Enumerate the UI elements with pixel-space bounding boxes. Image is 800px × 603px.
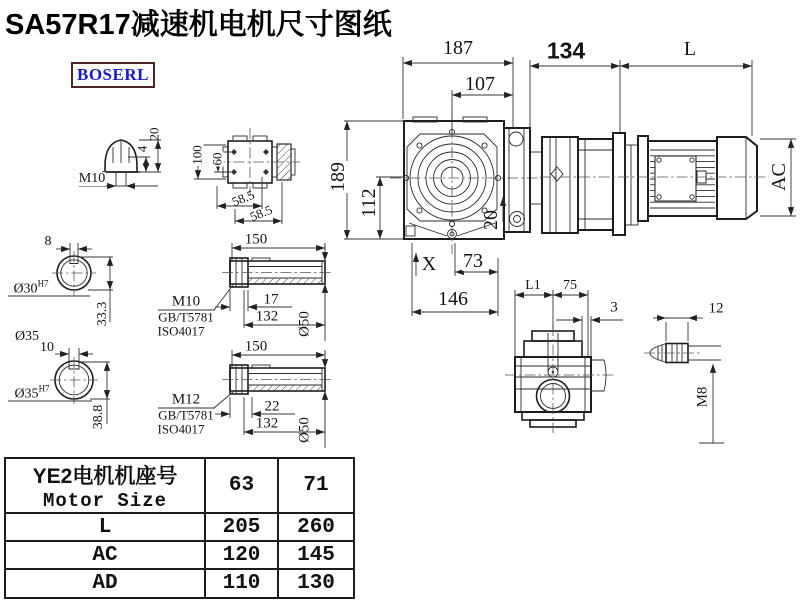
col-header-71: 71 [278,458,354,513]
header-en: Motor Size [42,489,168,512]
dim-132-a: 132 [255,308,279,325]
table-row [5,541,354,569]
dim-O50-b: Ø50 [296,417,313,443]
bore-35-value: Ø35 [14,386,39,402]
dim-58-5-b: 58.5 [247,201,275,225]
col-header-63: 63 [205,458,278,513]
note-M10: M10 [171,293,201,310]
header-zh: YE2电机机座号 [32,464,178,488]
dim-AC: AC [768,163,790,191]
dim-146: 146 [438,288,468,310]
dim-107: 107 [465,73,495,95]
brand-logo-text: BOSERL [77,65,149,84]
dim-key-10: 10 [40,340,54,355]
cell-L-71: 260 [278,513,354,541]
gearbox-output-flange [504,128,530,232]
dim-20: 20 [480,210,502,230]
note-M12: M12 [171,391,201,408]
motor-size-table [4,457,355,599]
dim-60: 60 [209,152,225,166]
label-outer-35: Ø35 [14,329,40,344]
dim-4: 4 [134,145,150,153]
table-header-cell [5,458,205,513]
dim-134: 134 [546,37,586,64]
dim-73: 73 [463,250,483,272]
cell-L-63: 205 [205,513,278,541]
row-label-AD: AD [5,569,205,598]
bore-30-value: Ø30 [13,281,38,297]
dim-150-a: 150 [244,231,268,248]
cell-AD-63: 110 [205,569,278,598]
note-iso-b: ISO4017 [157,421,205,437]
brand-logo [71,62,155,88]
dim-12: 12 [708,300,724,317]
dim-3: 3 [610,299,618,316]
dim-M8: M8 [694,386,711,408]
label-M10-eyebolt: M10 [78,171,106,186]
note-gb-b: GB/T5781 [158,407,214,423]
dim-112: 112 [358,188,380,218]
dim-L1: L1 [525,278,541,293]
dim-187: 187 [443,37,473,59]
mark-X: X [421,253,437,275]
row-label-L: L [5,513,205,541]
dim-100: 100 [189,145,205,165]
row-label-AC: AC [5,541,205,569]
table-row [5,513,354,541]
dim-38-8: 38.8 [91,404,106,430]
note-gb-a: GB/T5781 [158,309,214,325]
dim-17: 17 [263,291,279,308]
bore-30-fit: H7 [37,278,49,289]
dim-33-3: 33.3 [95,301,110,327]
dim-58-5-a: 58.5 [229,186,257,210]
dim-189: 189 [327,162,349,192]
note-iso-a: ISO4017 [157,323,205,339]
cell-AC-63: 120 [205,541,278,569]
dim-150-b: 150 [244,338,268,355]
cell-AC-71: 145 [278,541,354,569]
page-title: SA57R17减速机电机尺寸图纸 [5,9,392,41]
label-bore-35 [13,385,50,402]
adapter-coupling [530,133,638,235]
gearbox-side-view [505,290,623,433]
table-row [5,569,354,598]
table-header-row [5,458,354,513]
dim-L: L [683,38,697,60]
bolt-detail-view [644,318,724,443]
dim-20-eyebolt: 20 [146,127,162,141]
dim-132-b: 132 [255,415,279,432]
dim-22: 22 [264,398,280,415]
label-bore-30 [12,280,49,297]
cell-AD-71: 130 [278,569,354,598]
dim-O50-a: Ø50 [296,311,313,337]
bore-35-fit: H7 [38,383,50,394]
dim-key-8: 8 [44,234,52,249]
dim-75: 75 [563,278,577,293]
